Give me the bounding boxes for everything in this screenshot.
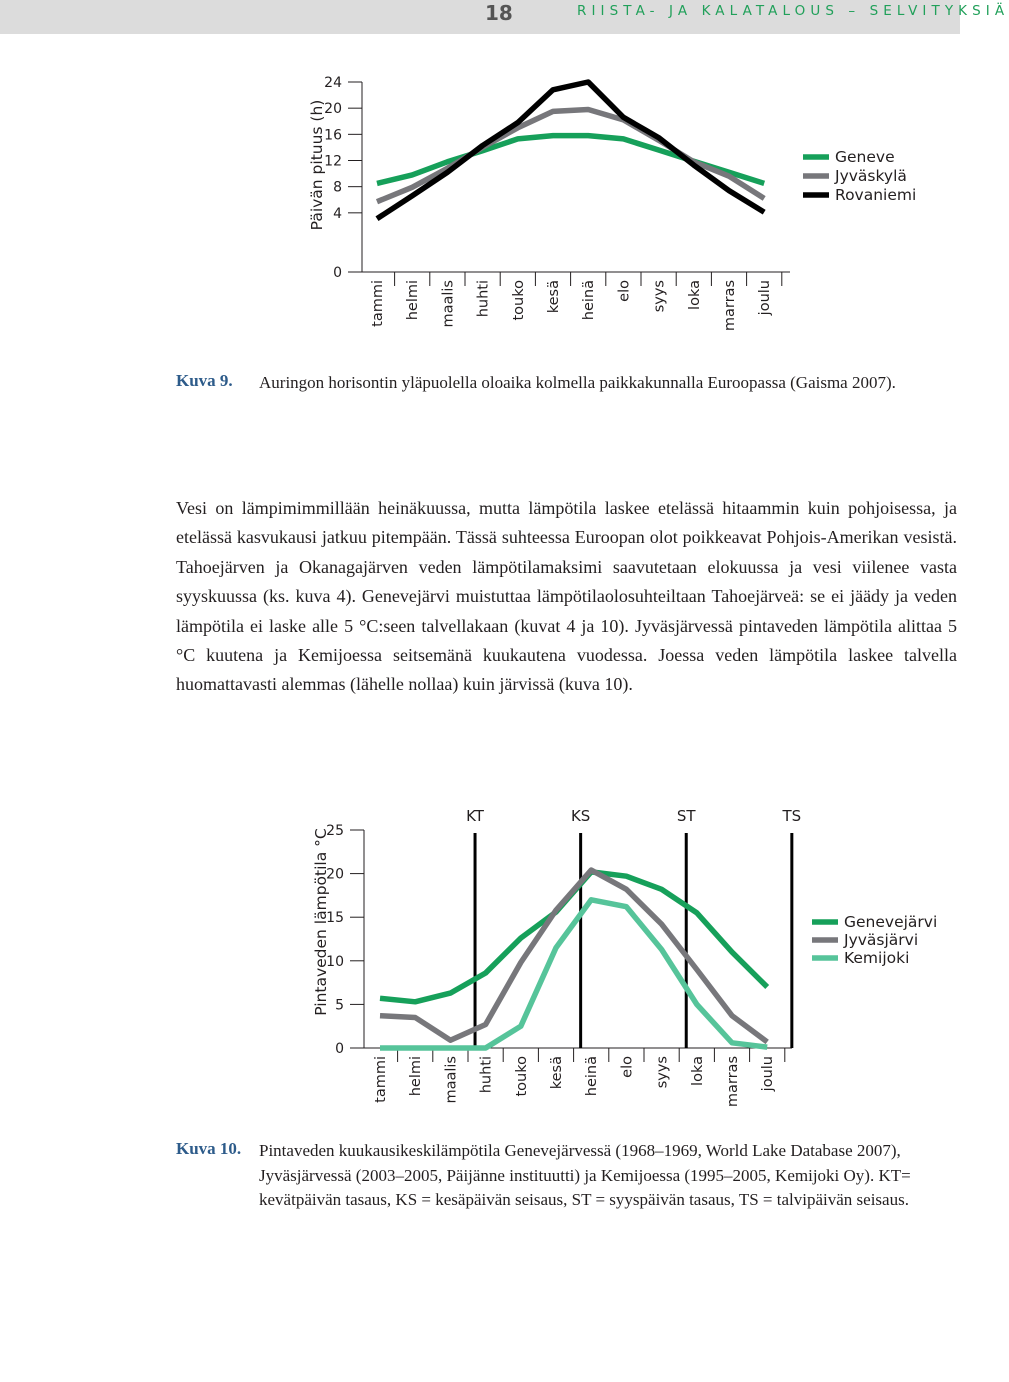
x-tick-label-loka: loka: [689, 1056, 706, 1086]
x-tick-label-maalis: maalis: [443, 1056, 460, 1104]
y-tick-label-8: 8: [333, 179, 342, 196]
y-axis-title: Pintaveden lämpötila °C: [312, 828, 330, 1016]
marker-label-ts: TS: [782, 807, 802, 825]
x-tick-label-syys: syys: [654, 1056, 671, 1089]
series-title: RIISTA- JA KALATALOUS – SELVITYKSIÄ: [577, 3, 1009, 19]
legend-label-jyväskylä: Jyväskylä: [835, 167, 907, 185]
y-tick-label-25: 25: [326, 823, 344, 839]
y-tick-label-16: 16: [324, 127, 342, 144]
x-tick-label-elo: elo: [619, 1056, 636, 1078]
legend-label-genevejärvi: Genevejärvi: [844, 913, 938, 931]
x-tick-label-kesä: kesä: [549, 1056, 565, 1090]
y-tick-label-24: 24: [324, 75, 342, 91]
y-tick-label-4: 4: [333, 205, 342, 222]
body-paragraph: Vesi on lämpimimmillään heinäkuussa, mutta lämpötila laskee etelässä hitaammin kuin pohjoisessa, ja etelässä kasvukausi jatkuu pitempään. Tässä suhteessa Euroopan olot poikkeavat Pohjois-Amerikan vesistä. Tahoejärven ja Okanagajärven veden lämpötilamaksimi saavutetaan elokuussa ja vesi viilenee vasta syyskuussa (ks. kuva 4). Genevejärvi muistuttaa lämpötilaolosuhteiltaan Tahoejärveä: se ei jäädy ja veden lämpötila ei laske alle 5 °C:seen talvellakaan (kuvat 4 ja 10). Jyväsjärvessä pintaveden lämpötila alittaa 5 °C kuutena ja Kemijoessa seitsemänä kuukautena vuodessa. Joessa veden lämpötila laskee talvella huomattavasti alemmas (lähelle nollaa) kuin järvissä (kuva 10).: [176, 498, 957, 695]
page-header: [0, 0, 1009, 34]
x-tick-label-huhti: huhti: [478, 1056, 495, 1094]
x-tick-label-tammi: tammi: [373, 1056, 389, 1103]
legend-label-rovaniemi: Rovaniemi: [835, 186, 917, 204]
x-tick-label-helmi: helmi: [405, 280, 422, 321]
legend-label-jyväsjärvi: Jyväsjärvi: [844, 931, 919, 949]
x-tick-label-tammi: tammi: [370, 280, 386, 327]
x-tick-label-joulu: joulu: [757, 280, 774, 316]
x-tick-label-touko: touko: [513, 1056, 530, 1097]
page-number: 18: [485, 1, 513, 25]
marker-label-ks: KS: [570, 807, 591, 825]
legend-label-geneve: Geneve: [835, 148, 895, 166]
x-tick-label-heinä: heinä: [584, 1056, 601, 1097]
x-tick-label-maalis: maalis: [440, 280, 457, 328]
y-tick-label-0: 0: [335, 1041, 344, 1057]
series-line-jyväskylä: [377, 110, 764, 202]
series-line-rovaniemi: [377, 82, 764, 219]
y-tick-label-12: 12: [324, 153, 342, 170]
x-tick-label-heinä: heinä: [581, 280, 598, 321]
x-tick-label-kesä: kesä: [546, 280, 562, 314]
marker-label-st: ST: [676, 807, 696, 825]
x-tick-label-loka: loka: [686, 280, 703, 310]
figure10-label: Kuva 10.: [176, 1139, 242, 1158]
y-tick-label-20: 20: [326, 866, 344, 883]
marker-label-kt: KT: [466, 807, 484, 825]
y-axis-title: Päivän pituus (h): [308, 99, 326, 231]
y-tick-label-15: 15: [326, 910, 344, 927]
x-tick-label-marras: marras: [725, 1056, 741, 1108]
y-tick-label-0: 0: [333, 265, 342, 281]
figure9-caption: Auringon horisontin yläpuolella oloaika kolmella paikkakunnalla Euroopassa (Gaisma 2007).: [259, 373, 896, 392]
x-tick-label-marras: marras: [722, 280, 738, 332]
figure10-caption: Pintaveden kuukausikeskilämpötila Genevejärvessä (1968–1969, World Lake Database 2007), Jyväsjärvessä (2003–2005, Päijänne instituutti) ja Kemijoessa (1995–2005, Kemijoki Oy). KT= kevätpäivän tasaus, KS = kesäpäivän seisaus, ST = syyspäivän tasaus, TS = talvipäivän seisaus.: [259, 1141, 911, 1209]
x-tick-label-huhti: huhti: [475, 280, 492, 318]
x-tick-label-touko: touko: [510, 280, 527, 321]
figure9-label: Kuva 9.: [176, 371, 233, 390]
x-tick-label-syys: syys: [651, 280, 668, 313]
y-tick-label-10: 10: [326, 953, 344, 970]
water-temperature-chart: [0, 800, 960, 1110]
y-tick-label-5: 5: [335, 997, 344, 1014]
x-tick-label-helmi: helmi: [408, 1056, 425, 1097]
x-tick-label-joulu: joulu: [760, 1056, 777, 1092]
y-tick-label-20: 20: [324, 101, 342, 118]
series-line-kemijoki: [380, 900, 767, 1048]
x-tick-label-elo: elo: [616, 280, 633, 302]
day-length-chart: [0, 60, 960, 335]
legend-label-kemijoki: Kemijoki: [844, 949, 910, 967]
